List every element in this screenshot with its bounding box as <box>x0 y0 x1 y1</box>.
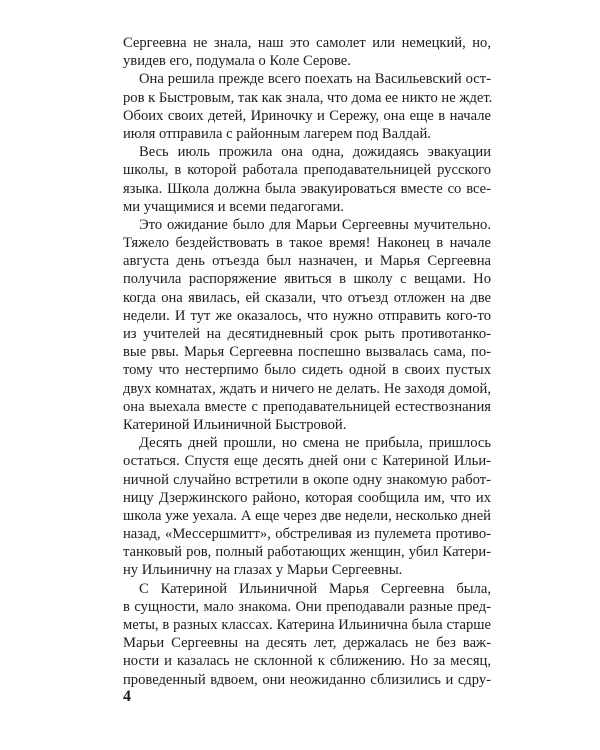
text-line: ров к Быстровым, так как знала, что дома ее никто не ждет. <box>123 89 493 106</box>
text-line: танковый ров, полный работающих женщин, убил Катери- <box>123 544 491 561</box>
page-number: 4 <box>123 688 131 705</box>
text-line: С Катериной Ильиничной Марья Сергеевна была, <box>139 580 491 597</box>
page-body <box>123 34 491 689</box>
text-line: увидев его, подумала о Коле Серове. <box>123 53 351 70</box>
text-line: Весь июль прожила она одна, дожидаясь эвакуации <box>139 144 491 161</box>
text-line: назад, «Мессершмитт», обстреливая из пулемета противо- <box>123 526 491 543</box>
paragraph <box>123 34 491 70</box>
text-line: она выехала вместе с преподавательницей естествознания <box>123 398 491 415</box>
text-line: Обоих своих детей, Ириночку и Сережу, она еще в начале <box>123 107 491 124</box>
text-line: Катериной Ильиничной Быстровой. <box>123 416 347 433</box>
text-line: Марьи Сергеевны на десять лет, держалась не без важ- <box>123 635 491 652</box>
text-line: Тяжело бездействовать в такое время! Наконец в начале <box>123 235 491 252</box>
text-line: двух комнатах, ждать и ничего не делать. Не заходя домой, <box>123 380 491 397</box>
text-line: остаться. Спустя еще десять дней они с Катериной Ильи- <box>123 453 491 470</box>
text-line: Она решила прежде всего поехать на Васильевский ост- <box>139 71 491 88</box>
paragraph <box>123 580 491 689</box>
text-line: августа день отъезда был назначен, и Марья Сергеевна <box>123 253 491 270</box>
paragraph <box>123 143 491 216</box>
text-line: языка. Школа должна была эвакуироваться вместе со все- <box>123 180 491 197</box>
text-line: ничной случайно встретили в окопе одну знакомую работ- <box>123 471 491 488</box>
text-line: Это ожидание было для Марьи Сергеевны мучительно. <box>139 216 491 233</box>
text-line: проведенный вдвоем, они неожиданно сблизились и сдру- <box>123 671 491 688</box>
text-line: тому что нестерпимо было сидеть одной в своих пустых <box>123 362 491 379</box>
text-line: из учителей на десятидневный срок рыть противотанко- <box>123 326 491 342</box>
text-line: ницу Дзержинского районо, которая сообщила им, что их <box>123 489 491 506</box>
paragraph <box>123 216 491 434</box>
paragraph <box>123 70 491 143</box>
text-line: недели. И тут же оказалось, что нужно отправить кого-то <box>123 307 491 324</box>
text-line: вые рвы. Марья Сергеевна поспешно вызвалась сама, по- <box>123 344 491 361</box>
text-line: школа уже уехала. А еще через две недели, несколько дней <box>123 507 491 524</box>
paragraph <box>123 434 491 580</box>
text-line: получила распоряжение явиться в школу с вещами. Но <box>123 271 491 288</box>
text-line: меты, в разных классах. Катерина Ильинична была старше <box>123 617 491 633</box>
text-line: ну Ильиничну на глазах у Марьи Сергеевны. <box>123 562 403 579</box>
text-line: Сергеевна не знала, наш это самолет или немецкий, но, <box>123 35 491 51</box>
text-line: июля отправила с районным лагерем под Валдай. <box>123 125 431 142</box>
text-line: Десять дней прошли, но смена не прибыла, пришлось <box>139 435 491 452</box>
text-line: когда она явилась, ей сказали, что отъезд отложен на две <box>123 289 491 306</box>
text-line: в сущности, мало знакома. Они преподавали разные пред- <box>123 598 491 615</box>
text-line: ми учащимися и всеми педагогами. <box>123 198 344 215</box>
text-line: школы, в которой работала преподавательницей русского <box>123 162 491 179</box>
text-line: ности и казалась не склонной к сближению. Но за месяц, <box>123 653 491 670</box>
